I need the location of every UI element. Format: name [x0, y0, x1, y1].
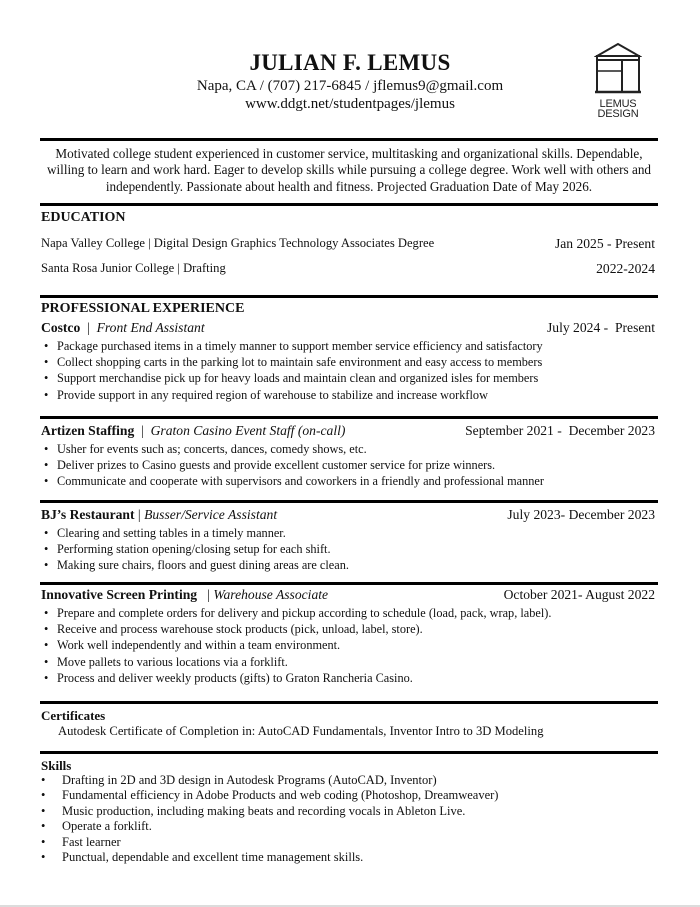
- skill-item-text: Fundamental efficiency in Adobe Products and web coding (Photoshop, Dreamweaver): [62, 788, 499, 803]
- job-header: [41, 587, 655, 603]
- skill-item-text: Drafting in 2D and 3D design in Autodesk Programs (AutoCAD, Inventor): [62, 773, 437, 787]
- job-bullet: [44, 541, 654, 557]
- website-link[interactable]: www.ddgt.net/studentpages/jlemus: [245, 96, 455, 112]
- education-dates: Jan 2025 - Present: [554, 236, 655, 251]
- job-bullet-text: Receive and process warehouse stock products (pick, unload, label, store).: [57, 622, 423, 637]
- job-bullet: [44, 654, 654, 670]
- job-role: Busser/Service Assistant: [144, 507, 278, 522]
- section-divider: [40, 701, 658, 704]
- skill-item-text: Punctual, dependable and excellent time management skills.: [62, 850, 364, 865]
- contact-line: Napa, CA / (707) 217-6845 / jflemus9@gmail.com: [196, 78, 504, 94]
- education-school: Napa Valley College | Digital Design Graphics Technology Associates Degree: [41, 236, 435, 250]
- bullet-icon: •: [44, 670, 49, 685]
- education-entry: [41, 261, 655, 276]
- skill-item: [41, 835, 641, 850]
- job-bullet: [44, 605, 654, 621]
- job-header: [41, 507, 655, 523]
- job-bullet-text: Process and deliver weekly products (gifts) to Graton Rancheria Casino.: [57, 670, 413, 685]
- job-employer: BJ’s Restaurant: [41, 507, 135, 522]
- bullet-icon: •: [41, 850, 46, 865]
- skill-item-text: Fast learner: [62, 834, 121, 849]
- experience-heading: PROFESSIONAL EXPERIENCE: [41, 301, 245, 316]
- house-logo-icon: [594, 42, 642, 94]
- job-bullet: [44, 557, 654, 573]
- bullet-icon: •: [44, 622, 49, 637]
- summary-paragraph: Motivated college student experienced in customer service, multitasking and organizational skills. Dependable, willing to learn and work hard. Eager to develop skills while pursuing a college degree. Work well with others and independently. Passionate about health and fitness. Projected Graduation Date of May 2026.: [46, 146, 652, 194]
- job-bullet: [44, 473, 654, 489]
- job-employer: Innovative Screen Printing: [41, 587, 198, 602]
- job-bullet: [44, 370, 654, 386]
- skill-item: [41, 819, 641, 834]
- bullet-icon: •: [41, 819, 46, 834]
- job-dates: September 2021 - December 2023: [465, 423, 655, 438]
- job-bullet: [44, 457, 654, 473]
- logo-text-design: DESIGN: [597, 108, 639, 120]
- education-entry: [41, 236, 655, 251]
- bullet-icon: •: [44, 638, 49, 653]
- job-role: Graton Casino Event Staff (on-call): [150, 423, 346, 438]
- job-dates: October 2021- August 2022: [503, 587, 655, 602]
- education-heading: EDUCATION: [41, 210, 126, 225]
- logo-text-lemus: LEMUS: [599, 98, 637, 110]
- job-bullet: [44, 670, 654, 686]
- job-bullet-text: Making sure chairs, floors and guest dining areas are clean.: [57, 558, 349, 573]
- skill-item: [41, 850, 641, 865]
- skill-item: [41, 804, 641, 819]
- job-bullets: [44, 441, 654, 490]
- certificates-heading: Certificates: [41, 708, 106, 723]
- job-employer: Costco: [41, 320, 81, 335]
- education-school: Santa Rosa Junior College | Drafting: [41, 261, 226, 275]
- job-bullet-text: Provide support in any required region of warehouse to stabilize and increase workflow: [57, 387, 488, 402]
- job-bullet-text: Move pallets to various locations via a forklift.: [57, 654, 288, 669]
- job-bullet-text: Deliver prizes to Casino guests and provide excellent customer service for prize winners.: [57, 458, 496, 473]
- job-bullet-text: Communicate and cooperate with supervisors and coworkers in a friendly and professional manner: [57, 474, 544, 489]
- applicant-name: JULIAN F. LEMUS: [249, 50, 451, 75]
- job-bullets: [44, 605, 654, 686]
- section-divider: [40, 582, 658, 585]
- bullet-icon: •: [44, 542, 49, 557]
- bullet-icon: •: [44, 606, 49, 620]
- lemus-design-logo: [594, 42, 642, 120]
- section-divider: [40, 416, 658, 419]
- bullet-icon: •: [44, 387, 49, 402]
- job-bullet-text: Performing station opening/closing setup for each shift.: [57, 542, 331, 557]
- job-employer: Artizen Staffing: [41, 423, 135, 438]
- section-divider: [40, 500, 658, 503]
- section-divider: [40, 203, 658, 206]
- bullet-icon: •: [44, 526, 49, 540]
- job-bullet-text: Prepare and complete orders for delivery and pickup according to schedule (load, pack, wrap, label).: [57, 606, 552, 620]
- job-bullets: [44, 525, 654, 574]
- job-bullet: [44, 387, 654, 403]
- certificate-text: Autodesk Certificate of Completion in: AutoCAD Fundamentals, Inventor Intro to 3D Modeling: [58, 724, 544, 738]
- skills-heading: Skills: [41, 758, 72, 773]
- job-bullet: [44, 637, 654, 653]
- bullet-icon: •: [41, 773, 46, 787]
- skill-item-text: Operate a forklift.: [62, 819, 152, 834]
- bullet-icon: •: [44, 558, 49, 573]
- bullet-icon: •: [44, 474, 49, 489]
- job-bullet-text: Work well independently and within a team environment.: [57, 638, 341, 653]
- skill-item: [41, 773, 641, 788]
- job-bullet: [44, 354, 654, 370]
- bullet-icon: •: [41, 803, 46, 818]
- skill-item: [41, 788, 641, 803]
- job-bullet: [44, 338, 654, 354]
- job-separator: |: [134, 507, 145, 522]
- skill-item-text: Music production, including making beats and recording vocals in Ableton Live.: [62, 803, 466, 818]
- job-dates: July 2023- December 2023: [507, 507, 655, 522]
- job-bullet-text: Collect shopping carts in the parking lot to maintain safe environment and easy access to members: [57, 355, 543, 370]
- section-divider: [40, 138, 658, 141]
- job-role: Warehouse Associate: [213, 587, 329, 602]
- job-bullet: [44, 441, 654, 457]
- bullet-icon: •: [44, 442, 49, 456]
- job-bullet-text: Clearing and setting tables in a timely manner.: [57, 526, 286, 540]
- section-divider: [40, 295, 658, 298]
- bullet-icon: •: [44, 654, 49, 669]
- job-bullets: [44, 338, 654, 403]
- bullet-icon: •: [41, 834, 46, 849]
- bullet-icon: •: [44, 458, 49, 473]
- skills-list: [41, 773, 641, 865]
- bullet-icon: •: [44, 339, 49, 353]
- section-divider: [40, 751, 658, 754]
- job-dates: July 2024 - Present: [547, 320, 655, 335]
- job-bullet-text: Usher for events such as; concerts, dances, comedy shows, etc.: [57, 442, 367, 456]
- job-bullet: [44, 621, 654, 637]
- job-separator: |: [197, 587, 214, 602]
- job-bullet-text: Support merchandise pick up for heavy loads and maintain clean and organized isles for members: [57, 371, 539, 386]
- job-header: [41, 320, 655, 336]
- bullet-icon: •: [41, 788, 46, 803]
- job-header: [41, 423, 655, 439]
- bullet-icon: •: [44, 355, 49, 370]
- job-role: Front End Assistant: [96, 320, 205, 335]
- job-separator: |: [134, 423, 151, 438]
- job-separator: |: [80, 320, 97, 335]
- education-dates: 2022-2024: [596, 261, 655, 276]
- job-bullet: [44, 525, 654, 541]
- bullet-icon: •: [44, 371, 49, 386]
- job-bullet-text: Package purchased items in a timely manner to support member service efficiency and satisfactory: [57, 339, 543, 353]
